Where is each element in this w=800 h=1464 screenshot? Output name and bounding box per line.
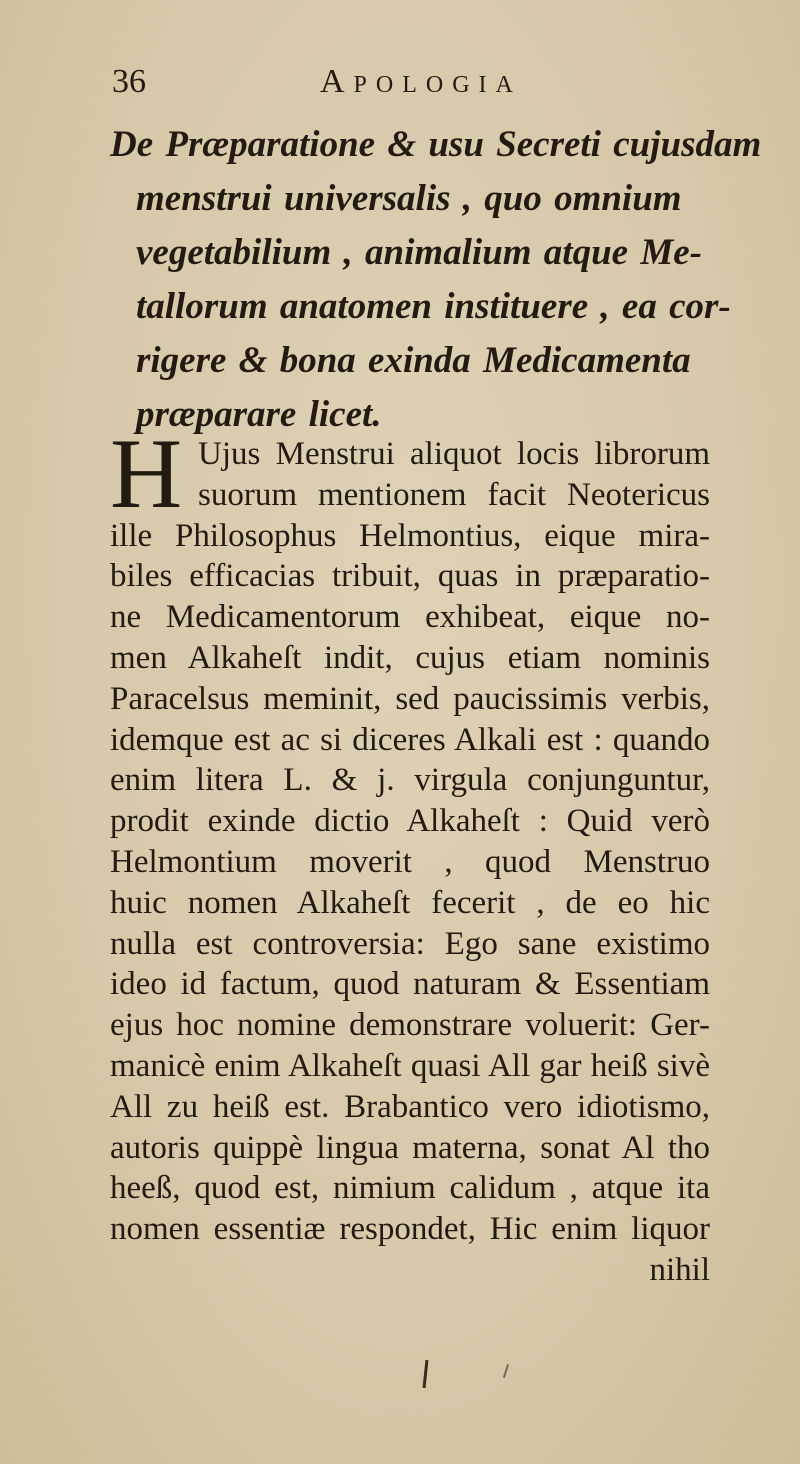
ink-marks [0, 1360, 800, 1400]
text-line: ejus hoc nomine demonstrare voluerit: Ger- [110, 1007, 710, 1044]
heading-line: vegetabilium , animalium atque Me- [136, 232, 702, 273]
text-line: ne Medicamentorum exhibeat, eique no- [110, 599, 710, 636]
catchword: nihil [649, 1251, 710, 1288]
text-line: All zu heiß est. Brabantico vero idiotismo, [110, 1088, 710, 1125]
text-line: nulla est controversia: Ego sane existimo [110, 925, 710, 962]
text-line: manicè enim Alkaheſt quasi All gar heiß sivè [110, 1047, 710, 1084]
text-line: Paracelsus meminit, sed paucissimis verbis, [110, 680, 710, 717]
text-line: nomen essentiæ respondet, Hic enim liquor [110, 1211, 710, 1248]
ink-stroke-mark [423, 1360, 429, 1388]
text-line: huic nomen Alkaheſt fecerit , de eo hic [110, 884, 710, 921]
page-number: 36 [112, 63, 146, 100]
heading-line: præparare licet. [136, 394, 382, 435]
body-text [110, 418, 710, 1291]
running-title: Apologia [320, 63, 522, 100]
heading-line: De Præparatione & usu Secreti cujusdam [110, 124, 762, 165]
heading-line: rigere & bona exinda Medicamenta [136, 340, 691, 381]
drop-cap: H [110, 418, 183, 529]
text-line: Ujus Menstrui aliquot locis librorum [198, 436, 710, 472]
text-line: enim litera L. & j. virgula conjunguntur, [110, 762, 710, 799]
ink-stroke-mark [503, 1364, 509, 1378]
text-line: Helmontium moverit , quod Menstruo [110, 843, 710, 880]
text-line: suorum mentionem facit Neotericus [198, 476, 710, 513]
heading-line: menstrui universalis , quo omnium [136, 178, 682, 219]
heading-line: tallorum anatomen instituere , ea cor- [136, 286, 731, 327]
chapter-heading [110, 118, 762, 442]
text-line: ideo id factum, quod naturam & Essentiam [110, 966, 710, 1003]
text-line: men Alkaheſt indit, cujus etiam nominis [110, 639, 710, 676]
text-line: ille Philosophus Helmontius, eique mira- [110, 517, 710, 554]
running-head [112, 60, 712, 104]
text-line: idemque est ac si diceres Alkali est : quando [110, 721, 710, 758]
text-line: autoris quippè lingua materna, sonat Al tho [110, 1129, 710, 1166]
text-line: prodit exinde dictio Alkaheſt : Quid verò [110, 803, 710, 840]
text-line: biles efficacias tribuit, quas in præparatio- [110, 558, 710, 595]
text-line: heeß, quod est, nimium calidum , atque ita [110, 1170, 710, 1207]
